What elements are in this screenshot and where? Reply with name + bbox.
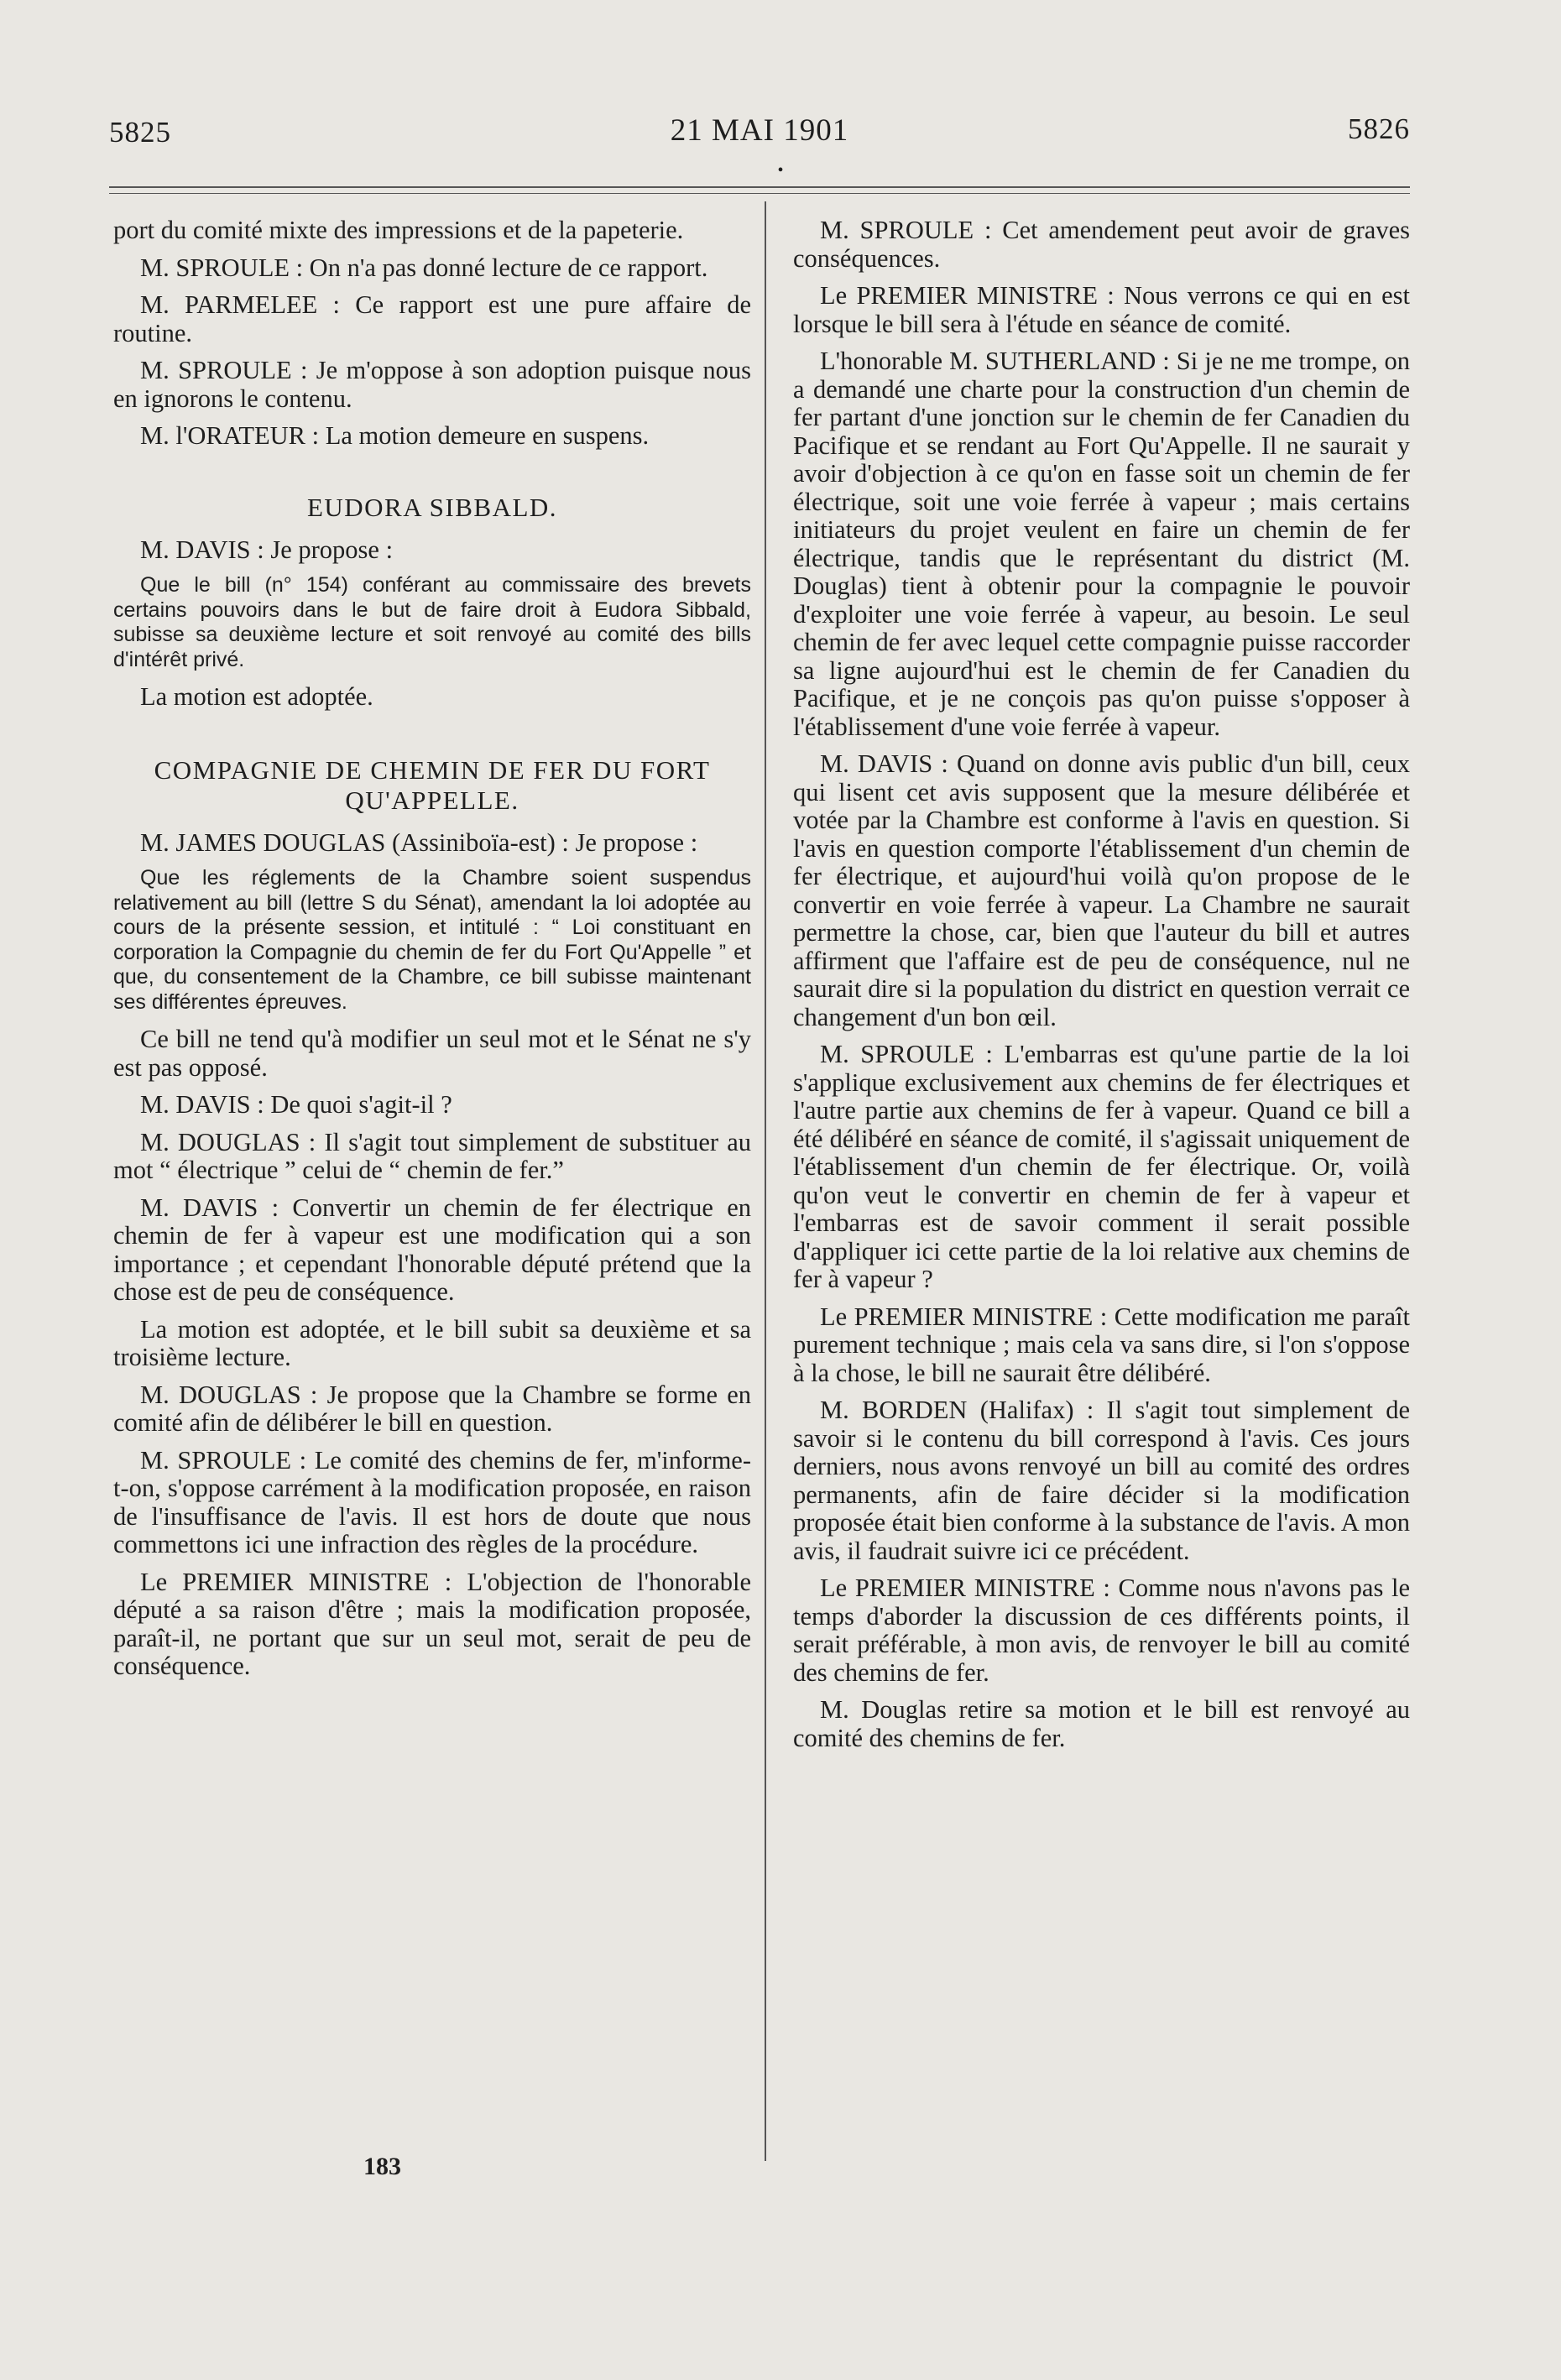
paragraph: M. DOUGLAS : Il s'agit tout simplement de substituer au mot “ électrique ” celui de “ chemin de fer.” (113, 1127, 751, 1184)
paragraph: port du comité mixte des impressions et de la papeterie. (113, 216, 684, 244)
left-column (113, 217, 751, 1690)
paragraph: M. SPROULE : On n'a pas donné lecture de ce rapport. (140, 253, 708, 282)
paragraph: M. DOUGLAS : Je propose que la Chambre se forme en comité afin de délibérer le bill en question. (113, 1380, 751, 1437)
paragraph: L'honorable M. SUTHERLAND : Si je ne me trompe, on a demandé une charte pour la construction d'un chemin de fer partant d'une jonction sur le chemin de fer Canadien du Pacifique et se rendant au Fort Qu'Appelle. Il ne saurait y avoir d'objection à ce qu'on en fasse soit un chemin de fer électrique, soit une voie ferrée à vapeur ; mais certains initiateurs du projet veulent en faire un chemin de fer électrique, tandis que le représentant du district (M. Douglas) tient à obtenir pour la compagnie le pouvoir d'exploiter une voie ferrée à vapeur, au besoin. Le seul chemin de fer avec lequel cette compagnie puisse raccorder sa ligne aujourd'hui est le chemin de fer Canadien du Pacifique, et je ne conçois pas qu'on puisse s'opposer à l'établissement d'une voie ferrée à vapeur. (793, 347, 1410, 741)
page-date-title: 21 MAI 1901 (670, 113, 849, 148)
paragraph: M. l'ORATEUR : La motion demeure en suspens. (140, 421, 650, 450)
paragraph: M. DAVIS : De quoi s'agit-il ? (140, 1090, 452, 1119)
paragraph: La motion est adoptée, et le bill subit sa deuxième et sa troisième lecture. (113, 1314, 751, 1371)
paragraph: Le PREMIER MINISTRE : Nous verrons ce qui en est lorsque le bill sera à l'étude en séance de comité. (793, 281, 1410, 338)
paragraph: M. SPROULE : L'embarras est qu'une partie de la loi s'applique exclusivement aux chemins de fer électriques et l'autre partie aux chemins de fer à vapeur. Quand ce bill a été délibéré en séance de comité, il s'agissait uniquement de l'établissement d'un chemin de fer électrique. Or, voilà qu'on veut le convertir en chemin de fer à vapeur et l'embarras est de savoir comment il serait possible d'appliquer ici cette partie de la loi relative aux chemins de fer à vapeur ? (793, 1040, 1410, 1293)
paragraph: M. SPROULE : Cet amendement peut avoir de graves conséquences. (793, 216, 1410, 273)
section-heading-compagnie: COMPAGNIE DE CHEMIN DE FER DU FORT QU'APPELLE. (154, 754, 711, 815)
paragraph: M. BORDEN (Halifax) : Il s'agit tout simplement de savoir si le contenu du bill correspond à l'avis. Ces jours derniers, nous avons renvoyé un bill au comité des ordres permanents, afin de faire décider si la modification proposée était bien conforme à la substance de l'avis. A mon avis, il faudrait suivre ici ce précédent. (793, 1396, 1410, 1565)
paragraph: M. SPROULE : Le comité des chemins de fer, m'informe-t-on, s'oppose carrément à la modification proposée, en raison de l'insuffisance de l'avis. Il est hors de doute que nous commettons ici une infraction des règles de la procédure. (113, 1445, 751, 1558)
page-number-left: 5825 (109, 116, 171, 149)
paragraph: Le PREMIER MINISTRE : L'objection de l'honorable député a sa raison d'être ; mais la modification proposée, paraît-il, ne portant que sur un seul mot, serait de peu de conséquence. (113, 1567, 751, 1680)
paragraph: Le PREMIER MINISTRE : Comme nous n'avons pas le temps d'aborder la discussion de ces différents points, il serait préférable, à mon avis, de renvoyer le bill au comité des chemins de fer. (793, 1574, 1410, 1687)
paragraph: M. SPROULE : Je m'oppose à son adoption puisque nous en ignorons le contenu. (113, 356, 751, 413)
paragraph: M. PARMELEE : Ce rapport est une pure affaire de routine. (113, 290, 751, 347)
section-heading-eudora: EUDORA SIBBALD. (306, 492, 558, 522)
paragraph: M. DAVIS : Convertir un chemin de fer électrique en chemin de fer à vapeur est une modification qui a son importance ; et cependant l'honorable député prétend que la chose est de peu de conséquence. (113, 1193, 751, 1306)
motion-text: Que les réglements de la Chambre soient suspendus relativement au bill (lettre S du Sénat), amendant la loi adoptée au cours de la présente session, et intitulé : “ Loi constituant en corporation la Compagnie du chemin de fer du Fort Qu'Appelle ” et que, du consentement de la Chambre, ce bill subisse maintenant ses différentes épreuves. (113, 866, 751, 1014)
folio-number: 183 (363, 2153, 401, 2180)
paragraph: La motion est adoptée. (140, 682, 373, 711)
header-rule-bottom (109, 193, 1410, 194)
paragraph: M. Douglas retire sa motion et le bill est renvoyé au comité des chemins de fer. (793, 1695, 1410, 1752)
page-header (109, 107, 1410, 158)
paragraph: Ce bill ne tend qu'à modifier un seul mot et le Sénat ne s'y est pas opposé. (113, 1025, 751, 1082)
page-number-right: 5826 (1348, 112, 1410, 145)
header-ornament: • (777, 161, 784, 180)
right-column (793, 217, 1410, 1762)
motion-text: Que le bill (n° 154) conférant au commissaire des brevets certains pouvoirs dans le but de faire droit à Eudora Sibbald, subisse sa deuxième lecture et soit renvoyé au comité des bills d'intérêt privé. (113, 573, 751, 671)
paragraph: M. DAVIS : Je propose : (140, 535, 394, 564)
header-rule-top (109, 186, 1410, 188)
paragraph: M. JAMES DOUGLAS (Assiniboïa-est) : Je propose : (140, 827, 698, 857)
column-divider (765, 201, 766, 2161)
paragraph: M. DAVIS : Quand on donne avis public d'un bill, ceux qui lisent cet avis supposent que la mesure délibérée et votée par la Chambre est conforme à l'avis en question. Si l'avis en question comporte l'établissement d'un chemin de fer électrique, et aujourd'hui voilà qu'on propose de le convertir en voie ferrée à vapeur. La Chambre ne saurait permettre la chose, car, bien que l'auteur du bill et autres affirment que l'affaire est de peu de conséquence, nul ne saurait dire si la population du district en question verrait ce changement d'un bon œil. (793, 749, 1410, 1031)
paragraph: Le PREMIER MINISTRE : Cette modification me paraît purement technique ; mais cela va sans dire, si l'on s'oppose à la chose, le bill ne saurait être délibéré. (793, 1302, 1410, 1387)
